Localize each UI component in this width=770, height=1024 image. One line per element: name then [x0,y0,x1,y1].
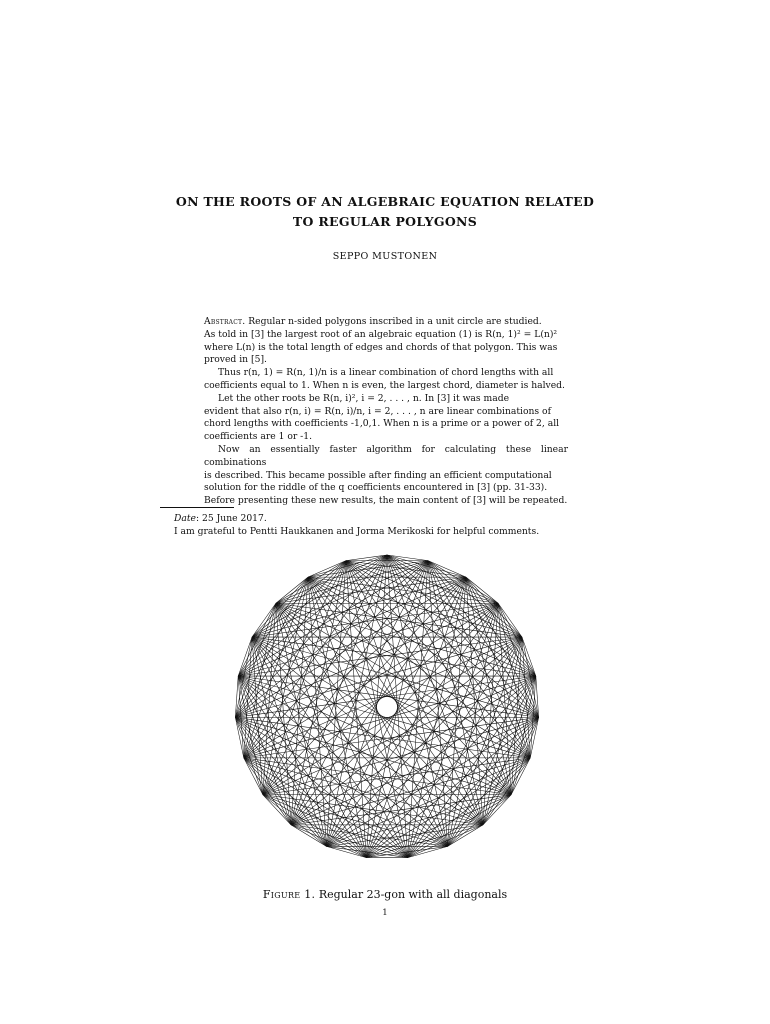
polygon-diagonal [308,577,536,676]
polygon-diagonal [448,577,466,846]
polygon-diagonal [308,577,326,846]
footnote-thanks: I am grateful to Pentti Haukkanen and Jorma Merikoski for helpful comments. [174,526,540,537]
polygon-diagonal [235,717,483,825]
abstract-line: is described. This became possible after finding an efficient computational [204,469,552,481]
abstract-line: coefficients equal to 1. When n is even, the largest chord, diameter is halved. [204,379,565,391]
abstract-line: coefficients are 1 or -1. [204,431,313,443]
abstract-line: Thus r(n, 1) = R(n, 1)/n is a linear combination of chord lengths with all [218,367,554,379]
figure-caption [0,888,770,901]
polygon-edge [263,795,291,825]
polygon-diagonal [387,555,466,577]
polygon-diagonal [346,561,530,758]
abstract-paragraph-3 [204,393,568,444]
polygon-diagonal [276,603,530,758]
polygon-diagonal [276,603,536,676]
abstract [204,316,568,508]
page-number: 1 [382,908,388,918]
polygon-edge [326,846,366,857]
polygon-diagonal [428,561,522,637]
date-label: Date [174,513,196,524]
polygon-diagonal [346,561,511,795]
footnote-rule [160,507,234,508]
figure-label: Figure 1. [262,888,316,901]
abstract-line: proved in [5]. [204,354,267,366]
polygon-diagonal [408,637,522,858]
abstract-paragraph-1 [204,316,568,367]
polygon-diagonal [252,577,308,637]
polygon-diagonal [308,577,483,825]
polygon-diagonal [276,603,511,794]
polygon-diagonal [252,561,346,637]
title-line-2: TO REGULAR POLYGONS [292,214,478,229]
polygon-diagonal [346,561,366,858]
abstract-line: where L(n) is the total length of edges and chords of that polygon. This was [204,341,558,353]
abstract-line: Before presenting these new results, the main content of [3] will be repeated. [204,495,568,507]
title-line-1: ON THE ROOTS OF AN ALGEBRAIC EQUATION RELATED [175,194,595,209]
abstract-line: chord lengths with coefficients -1,0,1. When n is a prime or a power of 2, all [204,418,560,430]
polygon-diagonal [238,603,498,676]
paper-title [0,192,770,232]
polygon-diagonal [252,637,539,717]
abstract-line: solution for the riddle of the q coefficients encountered in [3] (pp. 31-33). [204,482,548,494]
polygon-diagonal [466,577,522,637]
footnotes [174,512,604,538]
abstract-line: As told in [3] the largest root of an algebraic equation (1) is R(n, 1)² = L(n)² [204,328,558,340]
polygon-diagonal [346,561,483,825]
abstract-paragraph-2 [204,367,568,393]
abstract-line: evident that also r(n, i) = R(n, i)/n, i = 2, . . . , n are linear combinations of [204,405,551,417]
abstract-line: Now an essentially faster algorithm for calculating these linear combinations [204,443,568,468]
figure-caption-text: Regular 23-gon with all diagonals [315,888,508,901]
polygon-diagonal [522,637,530,758]
polygon-diagonal [244,637,252,758]
polygon-edge [483,795,511,825]
abstract-line: Let the other roots be R(n, i)², i = 2, . . . , n. In [3] it was made [218,392,510,404]
footnote-date [174,512,604,525]
polygon-diagonal [252,637,366,858]
polygon-diagonal [235,717,291,825]
abstract-paragraph-4 [204,444,568,508]
abstract-line: Regular n-sided polygons inscribed in a unit circle are studied. [248,316,542,327]
polygon-diagonal [291,717,539,825]
polygon-figure [228,548,546,866]
date-value: : 25 June 2017. [195,513,267,524]
author-name: SEPPO MUSTONEN [332,251,438,262]
polygon-diagonal [483,717,539,825]
polygon-diagonal [244,561,428,758]
polygon-diagonal [308,555,387,577]
polygon-edge [408,846,448,857]
polygon-diagonal [238,676,366,858]
abstract-label: Abstract. [204,316,246,327]
polygon-diagonal [408,676,536,858]
polygon-diagonal [238,577,466,676]
